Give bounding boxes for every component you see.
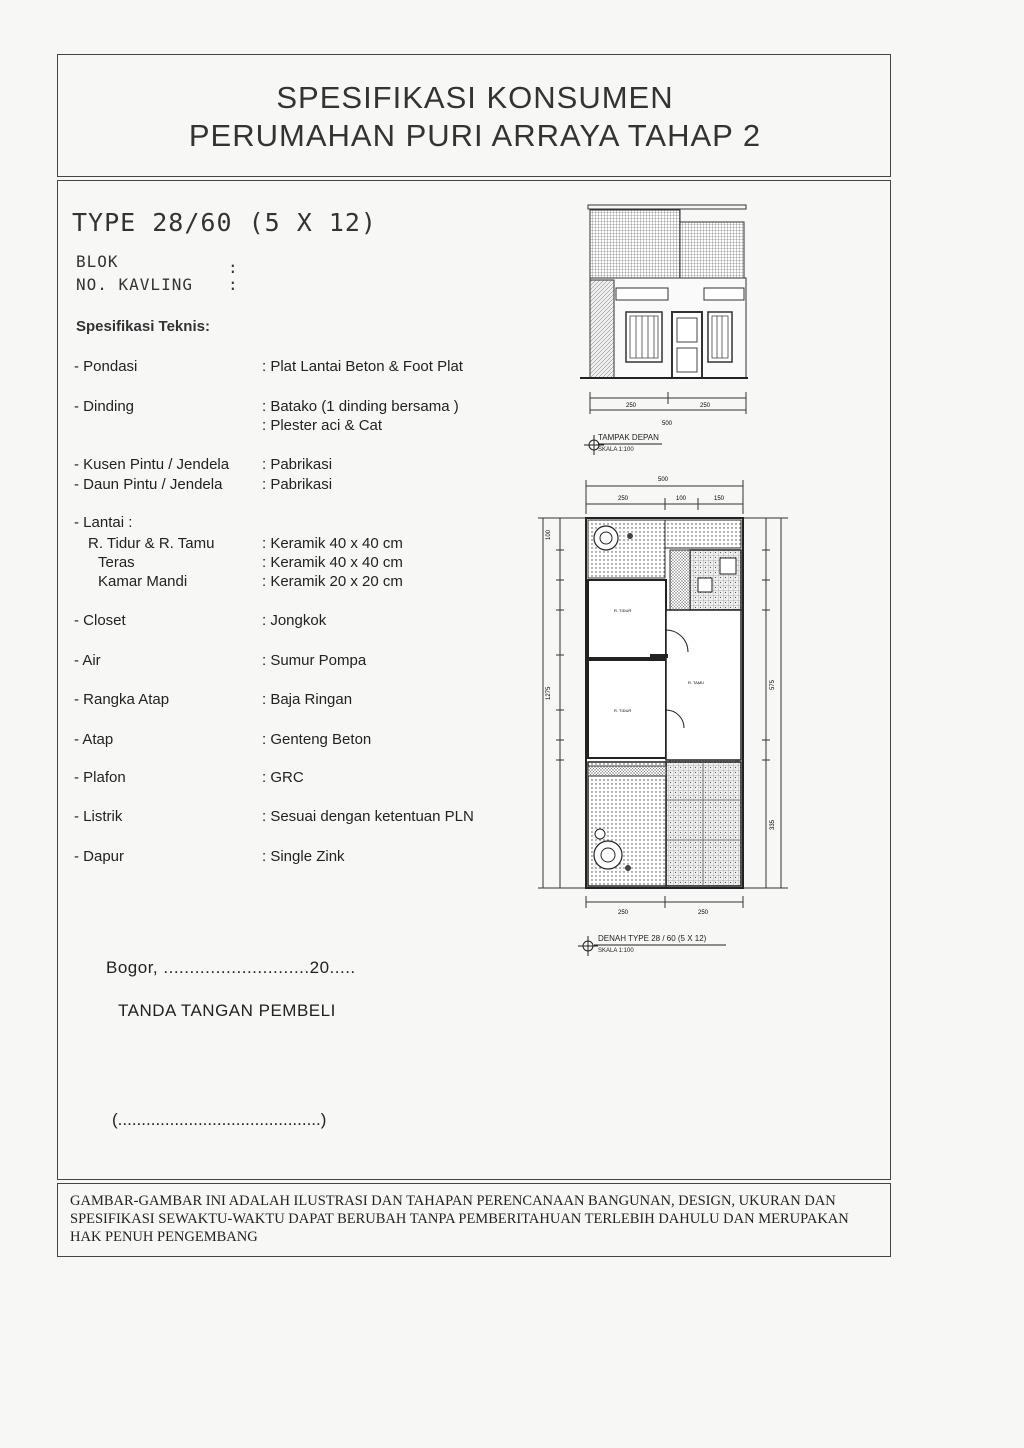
plan-top-dimensions bbox=[586, 477, 743, 514]
svg-text:150: 150 bbox=[714, 496, 725, 502]
elevation-roof bbox=[588, 205, 746, 278]
spec-label: - Closet bbox=[74, 612, 126, 629]
svg-text:100: 100 bbox=[546, 529, 552, 540]
svg-text:250: 250 bbox=[618, 910, 629, 916]
svg-text:575: 575 bbox=[770, 679, 776, 690]
kavling-colon: : bbox=[228, 275, 238, 294]
plan-bedroom-2 bbox=[588, 660, 666, 758]
spec-value: : Single Zink bbox=[262, 848, 345, 865]
svg-text:250: 250 bbox=[698, 910, 709, 916]
spec-value: : Pabrikasi bbox=[262, 456, 333, 473]
plan-bedroom-1 bbox=[588, 580, 666, 658]
spec-value: : Baja Ringan bbox=[262, 691, 353, 708]
plan-rear-garden bbox=[588, 762, 666, 886]
spec-value: : Batako (1 dinding bersama ) bbox=[262, 398, 459, 415]
spec-value: : Plat Lantai Beton & Foot Plat bbox=[262, 358, 463, 375]
signature-line: (...........................................) bbox=[112, 1110, 327, 1129]
svg-text:R. TAMU: R. TAMU bbox=[688, 680, 705, 685]
signature-label: TANDA TANGAN PEMBELI bbox=[118, 1001, 336, 1020]
spec-label: - Kusen Pintu / Jendela bbox=[74, 456, 230, 473]
svg-text:500: 500 bbox=[662, 421, 673, 427]
floor-plan-drawing bbox=[538, 470, 788, 960]
spec-label: R. Tidur & R. Tamu bbox=[88, 535, 215, 552]
spec-value: : Keramik 40 x 40 cm bbox=[262, 554, 403, 571]
front-elevation-drawing bbox=[580, 200, 750, 460]
elevation-caption: TAMPAK DEPAN bbox=[598, 433, 659, 442]
svg-text:1275: 1275 bbox=[546, 686, 552, 700]
spec-label: - Lantai : bbox=[74, 514, 133, 531]
svg-text:250: 250 bbox=[618, 496, 629, 502]
spec-label: - Plafon bbox=[74, 769, 126, 786]
plan-scale: SKALA 1:100 bbox=[598, 948, 634, 954]
spec-value: : Genteng Beton bbox=[262, 731, 372, 748]
svg-text:500: 500 bbox=[658, 477, 669, 483]
spec-label: - Atap bbox=[74, 731, 114, 748]
spec-label: - Pondasi bbox=[74, 358, 138, 375]
svg-text:R. TIDUR: R. TIDUR bbox=[614, 708, 632, 713]
svg-text:R. TIDUR: R. TIDUR bbox=[614, 608, 632, 613]
spec-value: : Keramik 40 x 40 cm bbox=[262, 535, 403, 552]
disclaimer-text: GAMBAR-GAMBAR INI ADALAH ILUSTRASI DAN TAHAPAN PERENCANAAN BANGUNAN, DESIGN, UKURAN DAN SPESIFIKASI SEWAKTU-WAKTU DAPAT BERUBAH TANPA PEMBERITAHUAN TERLEBIH DAHULU DAN MERUPAKAN HAK PENUH PENGEMBANG bbox=[70, 1193, 849, 1245]
spec-value: : Jongkok bbox=[262, 612, 327, 629]
plan-kitchen-floor bbox=[666, 762, 741, 886]
spec-label: - Listrik bbox=[74, 808, 123, 825]
blok-colon: : bbox=[228, 258, 238, 277]
spec-label: - Rangka Atap bbox=[74, 691, 170, 708]
spec-value: : Plester aci & Cat bbox=[262, 417, 383, 434]
spec-label: - Dapur bbox=[74, 848, 125, 865]
svg-text:100: 100 bbox=[676, 496, 687, 502]
plan-caption: DENAH TYPE 28 / 60 (5 X 12) bbox=[598, 934, 707, 943]
elevation-window-left bbox=[626, 312, 662, 362]
spec-value: : Pabrikasi bbox=[262, 476, 333, 493]
plan-bottom-dimensions bbox=[586, 896, 743, 916]
spec-value: : Keramik 20 x 20 cm bbox=[262, 573, 403, 590]
house-type: TYPE 28/60 (5 X 12) bbox=[72, 208, 377, 237]
spec-heading: Spesifikasi Teknis: bbox=[76, 318, 210, 335]
spec-label: - Daun Pintu / Jendela bbox=[74, 476, 223, 493]
spec-label: - Dinding bbox=[74, 398, 135, 415]
svg-text:250: 250 bbox=[700, 403, 711, 409]
spec-value: : GRC bbox=[262, 769, 304, 786]
kavling-label: NO. KAVLING bbox=[76, 275, 193, 294]
spec-value: : Sumur Pompa bbox=[262, 652, 367, 669]
elevation-dimensions bbox=[590, 392, 746, 427]
blok-label: BLOK bbox=[76, 252, 119, 271]
svg-text:335: 335 bbox=[770, 819, 776, 830]
spec-label: Teras bbox=[98, 554, 135, 571]
place-date: Bogor, ............................20..... bbox=[106, 958, 356, 977]
plan-bathroom bbox=[690, 550, 741, 610]
elevation-window-right bbox=[708, 312, 732, 362]
spec-label: Kamar Mandi bbox=[98, 573, 188, 590]
elevation-door bbox=[672, 312, 702, 378]
document-subtitle: PERUMAHAN PURI ARRAYA TAHAP 2 bbox=[188, 118, 762, 153]
spec-value: : Sesuai dengan ketentuan PLN bbox=[262, 808, 474, 825]
document-title: SPESIFIKASI KONSUMEN bbox=[276, 80, 674, 115]
elevation-scale: SKALA 1:100 bbox=[598, 447, 634, 453]
spec-label: - Air bbox=[74, 652, 101, 669]
svg-text:250: 250 bbox=[626, 403, 637, 409]
